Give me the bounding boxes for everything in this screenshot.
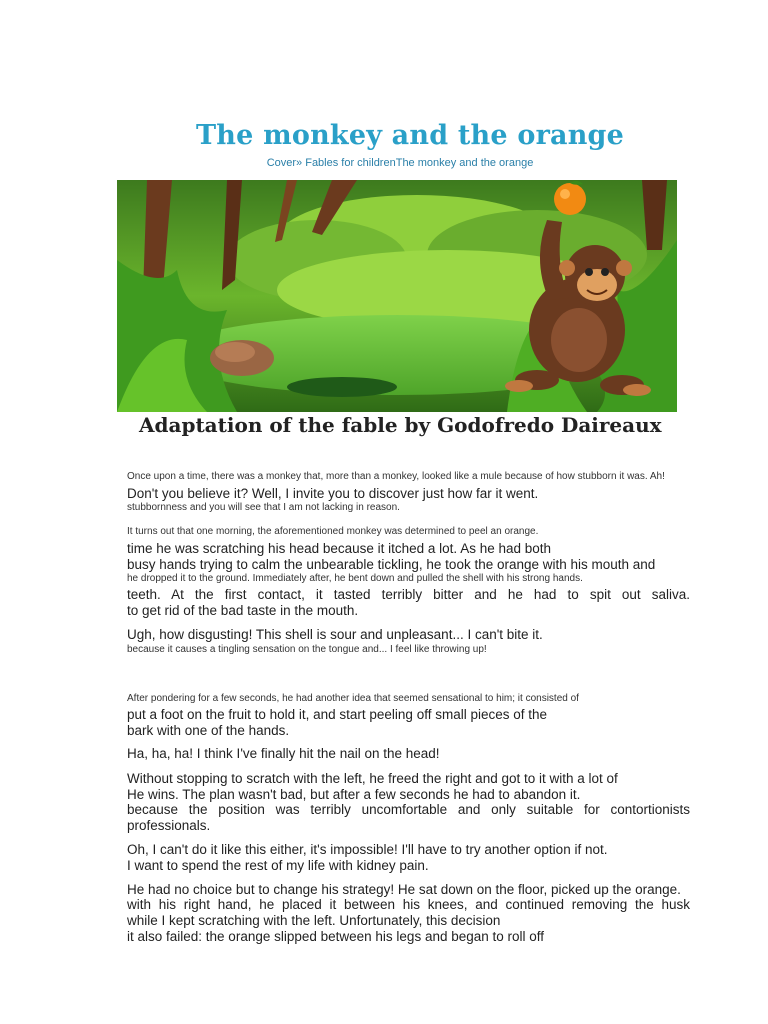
text-line: professionals. [127, 818, 211, 833]
text-line: because it causes a tingling sensation on the tongue and... I feel like throwing up! [127, 644, 487, 655]
text-line: bark with one of the hands. [127, 723, 290, 738]
text-line: I want to spend the rest of my life with kidney pain. [127, 858, 429, 873]
text-line: Oh, I can't do it like this either, it's impossible! I'll have to try another option if not. [127, 842, 608, 857]
page-title: The monkey and the orange [196, 120, 624, 151]
text-line: to get rid of the bad taste in the mouth. [127, 603, 359, 618]
text-line: busy hands trying to calm the unbearable tickling, he took the orange with his mouth and [127, 557, 656, 572]
text-line: Once upon a time, there was a monkey that, more than a monkey, looked like a mule because of how stubborn it was. Ah! [127, 471, 665, 482]
jungle-monkey-illustration [117, 180, 677, 412]
text-line: Ha, ha, ha! I think I've finally hit the nail on the head! [127, 746, 440, 761]
hero-illustration [117, 180, 677, 412]
breadcrumb-section-link[interactable]: Fables for children [305, 157, 396, 169]
text-line: Without stopping to scratch with the left, he freed the right and got to it with a lot of [127, 771, 618, 786]
text-line: Don't you believe it? Well, I invite you to discover just how far it went. [127, 486, 539, 501]
text-line: It turns out that one morning, the aforementioned monkey was determined to peel an orange. [127, 526, 539, 537]
breadcrumb-current: The monkey and the orange [395, 157, 534, 169]
breadcrumb [0, 157, 768, 169]
breadcrumb-cover-link[interactable]: Cover» [266, 157, 303, 169]
text-line: teeth. At the first contact, it tasted terribly bitter and he had to spit out saliva. [127, 587, 690, 602]
text-line: because the position was terribly uncomfortable and only suitable for contortionists [127, 802, 690, 817]
text-line: After pondering for a few seconds, he had another idea that seemed sensational to him; it consisted of [127, 693, 579, 704]
text-line: stubbornness and you will see that I am not lacking in reason. [127, 502, 400, 513]
text-line: while I kept scratching with the left. Unfortunately, this decision [127, 913, 501, 928]
text-line: put a foot on the fruit to hold it, and start peeling off small pieces of the [127, 707, 548, 722]
text-line: he dropped it to the ground. Immediately after, he bent down and pulled the shell with his strong hands. [127, 573, 583, 584]
text-line: with his right hand, he placed it between his knees, and continued removing the husk [127, 897, 690, 912]
text-line: it also failed: the orange slipped between his legs and began to roll off [127, 929, 545, 944]
text-line: time he was scratching his head because it itched a lot. As he had both [127, 541, 552, 556]
text-line: He had no choice but to change his strategy! He sat down on the floor, picked up the orange. [127, 882, 681, 897]
article-subtitle: Adaptation of the fable by Godofredo Daireaux [139, 413, 662, 437]
text-line: He wins. The plan wasn't bad, but after a few seconds he had to abandon it. [127, 787, 581, 802]
text-line: Ugh, how disgusting! This shell is sour and unpleasant... I can't bite it. [127, 627, 543, 642]
